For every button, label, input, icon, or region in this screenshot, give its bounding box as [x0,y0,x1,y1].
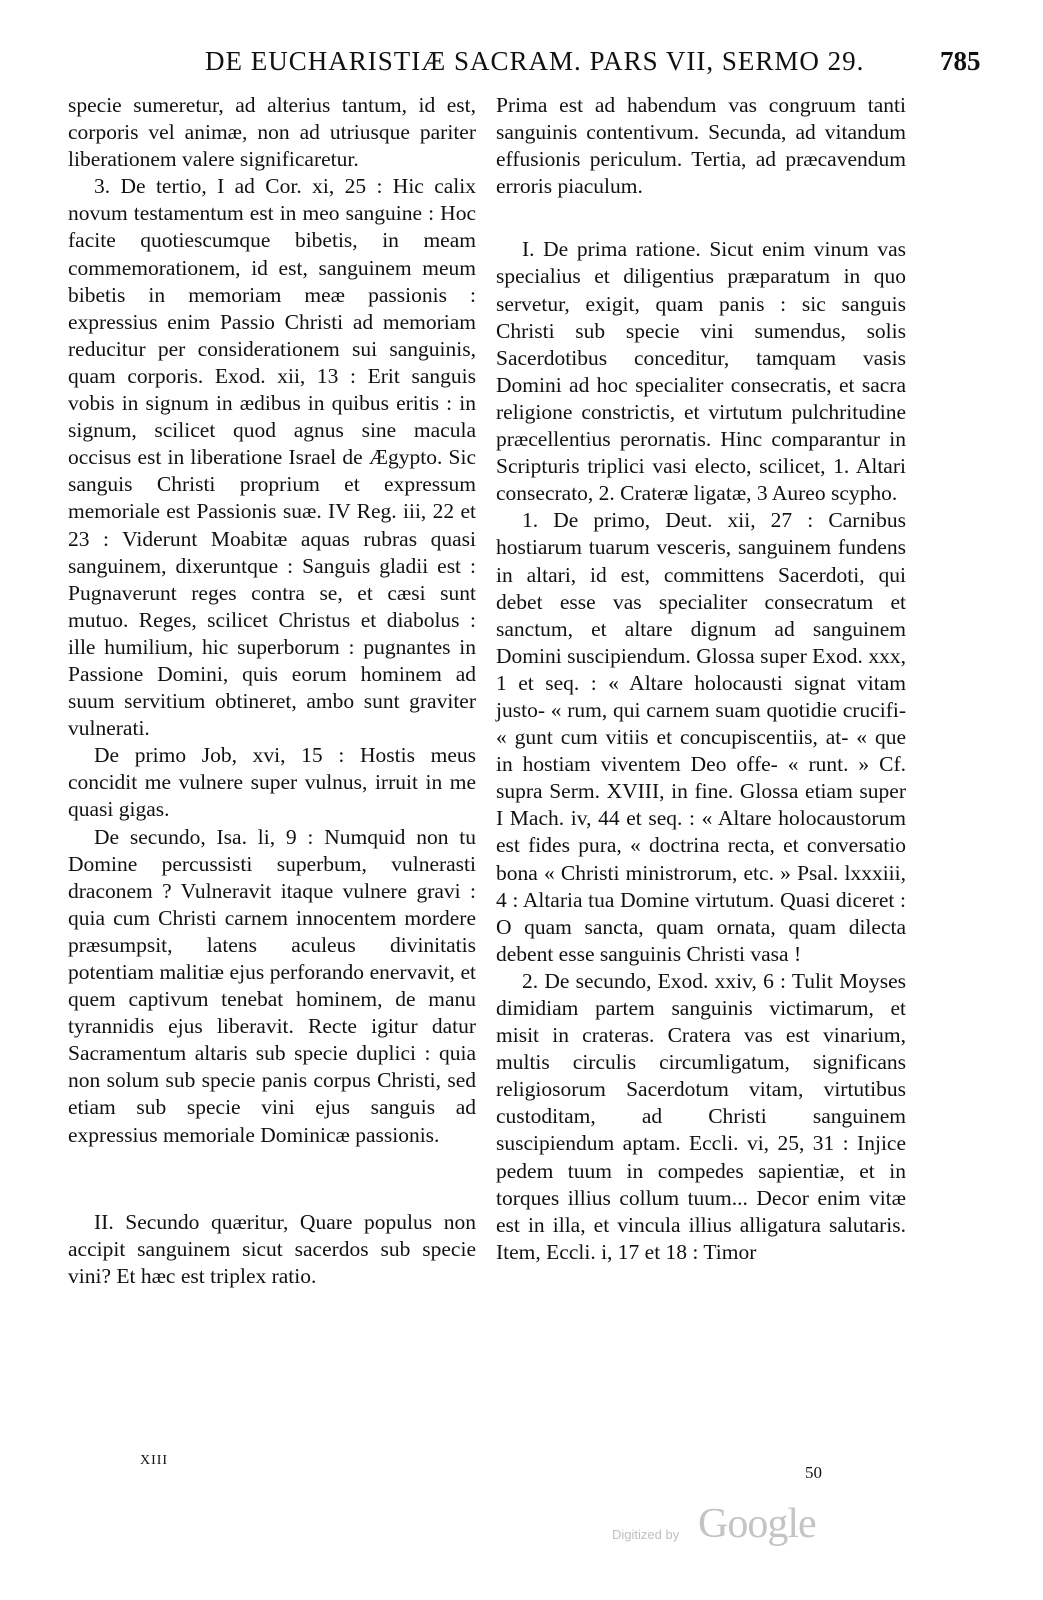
right-column [496,92,906,1266]
page-number: 785 [940,46,981,76]
running-header [60,46,980,86]
paragraph: II. Secundo quæritur, Quare populus non accipit sanguinem sicut sacerdos sub specie vini? Et hæc est triplex ratio. [68,1209,476,1288]
paragraph: 1. De primo, Deut. xii, 27 : Carnibus hostiarum tuarum vesceris, sanguinem fundens in altari, id est, committens Sacerdoti, qui debet esse vas specialiter consecratum et sanctum, et altare dignum ad sanguinem Domini suscipiendum. Glossa super Exod. xxx, 1 et seq. : « Altare holocausti signat vitam justo- « rum, qui carnem suam quotidie crucifi- « gunt cum vitiis et concupiscentiis, at- « que in hostiam viventem Deo offe- « runt. » Cf. supra Serm. XVIII, in fine. Glossa etiam super I Mach. iv, 44 et seq. : « Altare holocaustorum est fides pura, « doctrina recta, et conversatio bona « Christi ministrorum, etc. » Psal. lxxxiii, 4 : Altaria tua Domine virtutum. Quasi diceret : O quam sancta, quam ornata, quam dilecta debent esse sanguinis Christi vasa ! [496,508,906,966]
paragraph: 3. De tertio, I ad Cor. xi, 25 : Hic calix novum testamentum est in meo sanguine : Hoc facite quotiescumque bibetis, in meam commemorationem, id est, sanguinem meum bibetis in memoriam meæ passionis : expressius enim Passio Christi ad memoriam reducitur per considerationem sui sanguinis, quam corporis. Exod. xii, 13 : Erit sanguis vobis in signum in ædibus in quibus eritis : in signum, scilicet quod agnus sine macula occisus est in liberatione Israel de Ægypto. Sic sanguis Christi proprium et expressum memoriale est Passionis suæ. IV Reg. iii, 22 et 23 : Viderunt Moabitæ aquas rubras quasi sanguinem, dixeruntque : Sanguis gladii est : Pugnaverunt reges contra se, et cæsi sunt mutuo. Reges, scilicet Christus et diabolus : ille humilium, hic superborum : pugnantes in Passione Domini, quis eorum hominem ad suum servitium obtineret, ambo sunt graviter vulnerati. [68,174,476,741]
paragraph: I. De prima ratione. Sicut enim vinum vas specialius et diligentius præparatum in quo servetur, exigit, quam panis : sic sanguis Christi sub specie vini sumendus, solis Sacerdotibus conceditur, tamquam vasis Domini ad hoc specialiter consecratis, et sacra religione constrictis, et virtutum pulchritudine præcellentius perornatis. Hinc comparantur in Scripturis triplici vasi electo, scilicet, 1. Altari consecrato, 2. Crateræ ligatæ, 3 Aureo scypho. [496,237,906,506]
running-title: DE EUCHARISTIÆ SACRAM. PARS VII, SERMO 29. [205,46,865,76]
paragraph: Prima est ad habendum vas congruum tanti sanguinis contentivum. Secunda, ad vitandum effusionis periculum. Tertia, ad præcavendum erroris piaculum. [496,93,906,199]
paragraph: 2. De secundo, Exod. xxiv, 6 : Tulit Moyses dimidiam partem sanguinis victimarum, et misit in crateras. Cratera vas est vinarium, multis circulis circumligatum, significans religiosorum Sacerdotum vitam, virtutibus custoditam, ad Christi sanguinem suscipiendum aptam. Eccli. vi, 25, 31 : Injice pedem tuum in compedes sapientiæ, et in torques illius collum tuum... Decor enim vitæ est in illa, et vincula illius alligatura salutaris. Item, Eccli. i, 17 et 18 : Timor [496,968,906,1264]
signature-mark: XIII [140,1453,169,1468]
sheet-number: 50 [805,1463,822,1482]
paragraph: specie sumeretur, ad alterius tantum, id est, corporis vel animæ, non ad utriusque pariter liberationem valere significaretur. [68,93,476,172]
left-column [68,92,476,1290]
paragraph: De secundo, Isa. li, 9 : Numquid non tu Domine percussisti superbum, vulnerasti draconem ? Vulneravit itaque vulnere gravi : quia cum Christi carnem innocentem mordere præsumpsit, latens aculeus divinitatis potentiam malitiæ ejus perforando enervavit, et quem captivum tenebat hominem, de manu tyrannidis ejus liberavit. Recte igitur datur Sacramentum altaris sub specie duplici : quia non solum sub specie panis corpus Christi, sed etiam sub specie vini ejus sanguis ad expressius memoriale Dominicæ passionis. [68,824,476,1147]
google-logo: Google [698,1501,816,1547]
paragraph: De primo Job, xvi, 15 : Hostis meus concidit me vulnere super vulnus, irruit in me quasi gigas. [68,743,476,822]
watermark-prefix: Digitized by [612,1527,680,1542]
